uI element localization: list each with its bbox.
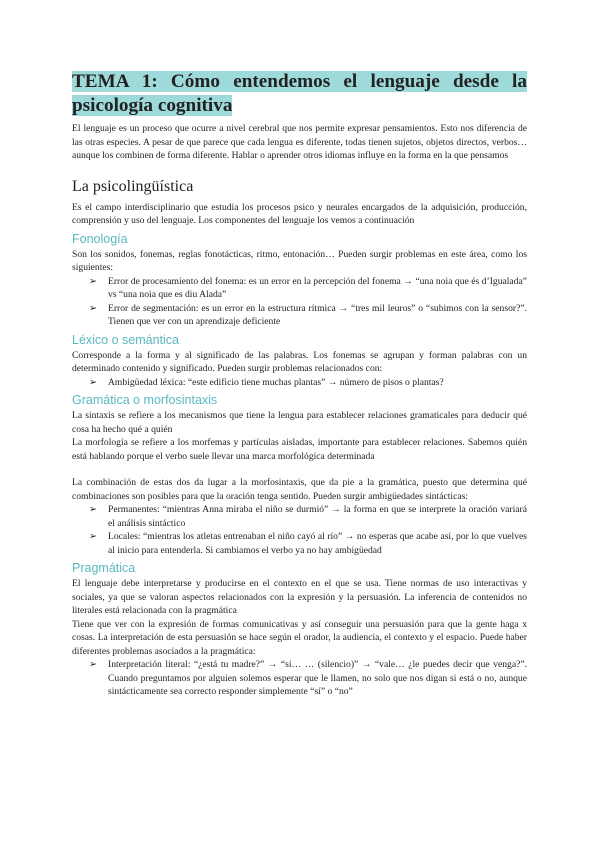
arrowhead-right-icon: ➢: [89, 302, 98, 314]
morfologia-paragraph: La morfología se refiere a los morfemas y partículas aisladas, importante para establecer relaciones. Sabemos quién está hablando porque el verbo suele llevar una marca morfológica determinada: [72, 437, 527, 462]
subheading-pragmatica: Pragmática: [72, 561, 136, 575]
pragmatica-paragraph-1: El lenguaje debe interpretarse y producirse en el contexto en el que se usa. Tiene normas de uso interactivas y sociales, ya que se valoran aspectos relacionados con la expresión y la persuasión. La inferencia de contenidos no literales está relacionada con la pragmática: [72, 578, 527, 616]
page-title: [72, 70, 527, 118]
subheading-lexico: Léxico o semántica: [72, 332, 180, 347]
section-intro-paragraph: Es el campo interdisciplinario que estudia los procesos psico y neurales encargados de la adquisición, producción, comprensión y uso del lenguaje. Los componentes del lenguaje los vemos a continuación: [72, 201, 527, 226]
list-item: [72, 275, 527, 302]
pragmatica-bullet-list: [72, 658, 527, 699]
document-page: [72, 70, 527, 699]
lexico-paragraph: Corresponde a la forma y al significado de las palabras. Los fonemas se agrupan y forman palabras con un determinado contenido y significado. Pueden surgir problemas relacionados con:: [72, 349, 527, 374]
arrowhead-right-icon: ➢: [89, 376, 98, 388]
list-item-text: Ambigüedad léxica: “este edificio tiene muchas plantas” → número de pisos o plantas?: [108, 376, 444, 388]
list-item: [72, 503, 527, 530]
fonologia-paragraph: Son los sonidos, fonemas, reglas fonotácticas, ritmo, entonación… Pueden surgir problemas en este área, como los siguientes:: [72, 248, 527, 273]
title-highlight: TEMA 1: Cómo entendemos el lenguaje desde la psicología cognitiva: [72, 71, 527, 116]
list-item-text: Permanentes: “mientras Anna miraba el niño se durmió” → la forma en que se interprete la oración variará el análisis sintáctico: [108, 504, 527, 529]
list-item: [72, 530, 527, 557]
sintaxis-paragraph: La sintaxis se refiere a los mecanismos que tiene la lengua para establecer relaciones gramaticales para deducir qué cosa ha hecho qué a quién: [72, 410, 527, 435]
arrowhead-right-icon: ➢: [89, 531, 98, 542]
list-item-text: Locales: “mientras los atletas entrenaban el niño cayó al río” → no esperas que acabe así, por lo que vuelves al inicio para entenderla. Si cambiamos el verbo ya no hay ambigüedad: [108, 531, 527, 556]
list-item: [72, 302, 527, 329]
arrowhead-right-icon: ➢: [89, 504, 98, 515]
list-item: [72, 376, 527, 390]
paragraph-spacer: [72, 463, 527, 476]
morfosintaxis-paragraph: La combinación de estas dos da lugar a la morfosintaxis, que da pie a la gramática, puesto que determina qué combinaciones son posibles para que la oración tenga sentido. Pueden surgir ambigüedades sintácticas:: [72, 477, 527, 502]
subheading-gramatica: Gramática o morfosintaxis: [72, 393, 218, 407]
list-item-text: Error de segmentación: es un error en la estructura rítmica → “tres mil leuros” o “subimos con la sensor?”. Tienen que ver con un aprendizaje deficiente: [108, 302, 527, 327]
arrowhead-right-icon: ➢: [89, 659, 98, 670]
subheading-fonologia: Fonología: [72, 231, 128, 246]
list-item-text: Interpretación literal: “¿está tu madre?” → “sí… … (silencio)” → “vale… ¿le puedes decir que venga?”. Cuando preguntamos por alguien solemos esperar que le llamen, no solo que nos digan si está o no, aunque sintácticamente sea correcto responder simplemente “sí” o “no”: [108, 659, 527, 697]
intro-paragraph: El lenguaje es un proceso que ocurre a nivel cerebral que nos permite expresar pensamientos. Esto nos diferencia de las otras especies. A pesar de que parece que cada lengua es diferente, todas tienen sujetos, objetos directos, verbos… aunque los combinen de forma diferente. Hablar o aprender otros idiomas influye en la forma en la que pensamos: [72, 123, 527, 161]
list-item-text: Error de procesamiento del fonema: es un error en la percepción del fonema → “una noia que és d’Igualada” vs “una noia que es diu Alada”: [108, 275, 527, 300]
gramatica-bullet-list: [72, 503, 527, 557]
arrowhead-right-icon: ➢: [89, 275, 98, 287]
list-item: [72, 658, 527, 699]
lexico-bullet-list: [72, 376, 527, 390]
fonologia-bullet-list: [72, 275, 527, 329]
pragmatica-paragraph-2: Tiene que ver con la expresión de formas comunicativas y así conseguir una persuasión para que la gente haga x cosas. La interpretación de esta persuasión se hace según el orador, la audiencia, el contexto y el espacio. Puede haber diferentes problemas asociados a la pragmática:: [72, 618, 527, 657]
section-heading: La psicolingüística: [72, 177, 194, 195]
